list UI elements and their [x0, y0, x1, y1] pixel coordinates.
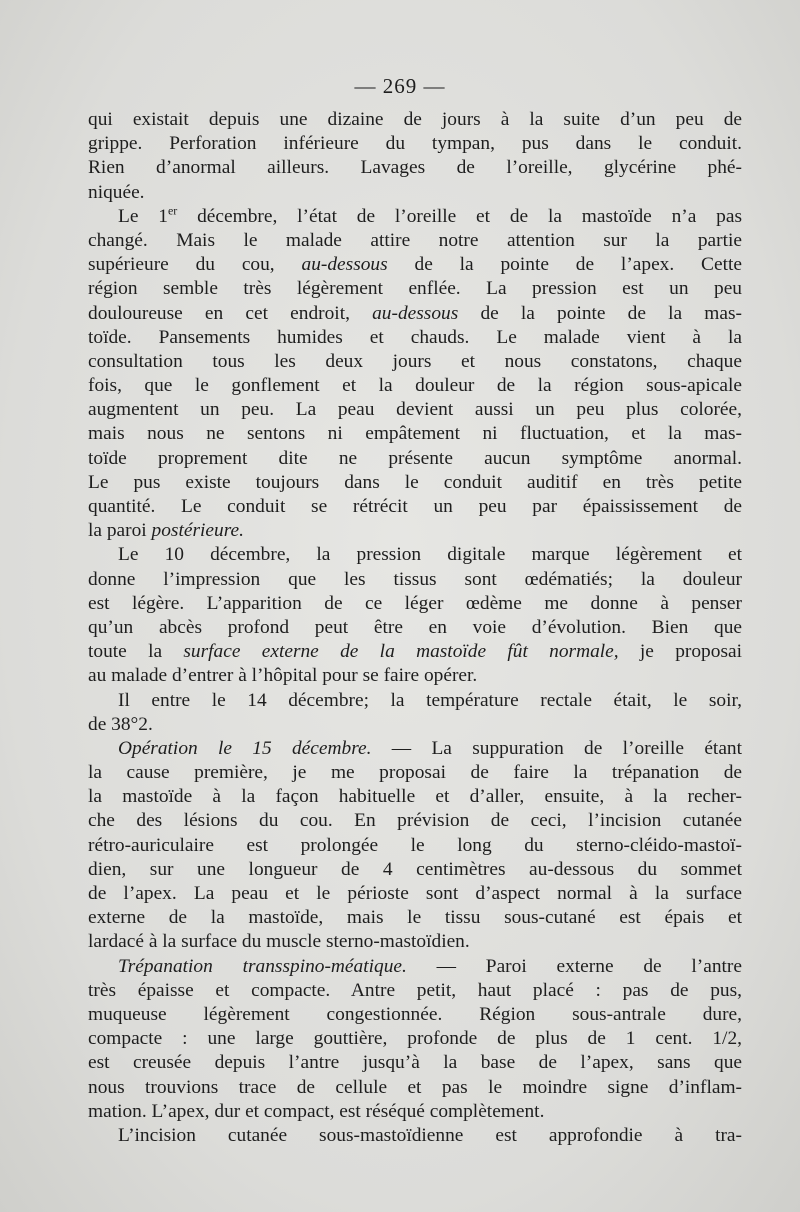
text-line: toïde proprement dite ne présente aucun symptôme anormal. — [88, 447, 742, 469]
page-number: — 269 — — [354, 74, 446, 98]
text-line: muqueuse légèrement congestionnée. Région sous-antrale dure, — [88, 1003, 742, 1025]
text-line: dien, sur une longueur de 4 centimètres au-dessous du sommet — [88, 858, 742, 880]
text-line: mation. L’apex, dur et compact, est réséqué complètement. — [88, 1100, 545, 1122]
text-line: la paroi postérieure. — [88, 520, 244, 542]
text-line: fois, que le gonflement et la douleur de la région sous-apicale — [88, 375, 742, 397]
text-line: très épaisse et compacte. Antre petit, haut placé : pas de pus, — [88, 979, 742, 1001]
text-line: rétro-auriculaire est prolongée le long du sterno-cléido-mastoï- — [88, 834, 742, 856]
text-line: changé. Mais le malade attire notre attention sur la partie — [88, 229, 742, 251]
text-line: quantité. Le conduit se rétrécit un peu par épaississement de — [88, 496, 742, 517]
text-line: est creusée depuis l’antre jusqu’à la base de l’apex, sans que — [88, 1052, 742, 1074]
text-line: toute la surface externe de la mastoïde fût normale, je proposai — [88, 641, 742, 663]
text-line: consultation tous les deux jours et nous constatons, chaque — [88, 350, 742, 372]
text-line: toïde. Pansements humides et chauds. Le malade vient à la — [88, 326, 742, 348]
text-line: Trépanation transspino-méatique. — Paroi externe de l’antre — [118, 955, 742, 977]
text-line: qu’un abcès profond peut être en voie d’évolution. Bien que — [88, 616, 742, 638]
text-line: augmentent un peu. La peau devient aussi un peu plus colorée, — [88, 399, 742, 421]
text-line: de l’apex. La peau et le périoste sont d’aspect normal à la surface — [88, 883, 742, 904]
text-line: grippe. Perforation inférieure du tympan, pus dans le conduit. — [88, 133, 742, 155]
text-line: mais nous ne sentons ni empâtement ni fluctuation, et la mas- — [88, 423, 742, 445]
text-line: nous trouvions trace de cellule et pas le moindre signe d’inflam- — [88, 1076, 742, 1098]
text-line: la mastoïde à la façon habituelle et d’aller, ensuite, à la recher- — [88, 786, 742, 808]
text-line: che des lésions du cou. En prévision de ceci, l’incision cutanée — [88, 810, 742, 832]
text-line: Il entre le 14 décembre; la température rectale était, le soir, — [118, 689, 742, 711]
text-line: externe de la mastoïde, mais le tissu sous-cutané est épais et — [88, 907, 742, 929]
text-line: Le 10 décembre, la pression digitale marque légèrement et — [118, 544, 742, 566]
text-line: supérieure du cou, au-dessous de la pointe de l’apex. Cette — [88, 254, 742, 276]
text-line: de 38°2. — [88, 713, 153, 735]
text-line: donne l’impression que les tissus sont œdématiés; la douleur — [88, 568, 742, 590]
text-line: région semble très légèrement enflée. La pression est un peu — [88, 278, 742, 300]
text-line: L’incision cutanée sous-mastoïdienne est approfondie à tra- — [118, 1124, 742, 1146]
text-line: douloureuse en cet endroit, au-dessous de la pointe de la mas- — [88, 302, 742, 324]
text-line: Opération le 15 décembre. — La suppuration de l’oreille étant — [118, 737, 743, 759]
text-line: Rien d’anormal ailleurs. Lavages de l’oreille, glycérine phé- — [88, 157, 742, 179]
text-line: est légère. L’apparition de ce léger œdème me donne à penser — [88, 592, 742, 614]
body-text — [88, 108, 742, 1148]
text-line: la cause première, je me proposai de faire la trépanation de — [88, 762, 742, 784]
text-line: Le pus existe toujours dans le conduit auditif en très petite — [88, 471, 742, 493]
text-line: qui existait depuis une dizaine de jours à la suite d’un peu de — [88, 109, 742, 130]
text-line: au malade d’entrer à l’hôpital pour se faire opérer. — [88, 665, 478, 687]
text-line: lardacé à la surface du muscle sterno-mastoïdien. — [88, 931, 470, 953]
text-line: compacte : une large gouttière, profonde de plus de 1 cent. 1/2, — [88, 1028, 742, 1050]
text-line: Le 1er décembre, l’état de l’oreille et de la mastoïde n’a pas — [118, 203, 743, 227]
text-line: niquée. — [88, 181, 145, 203]
